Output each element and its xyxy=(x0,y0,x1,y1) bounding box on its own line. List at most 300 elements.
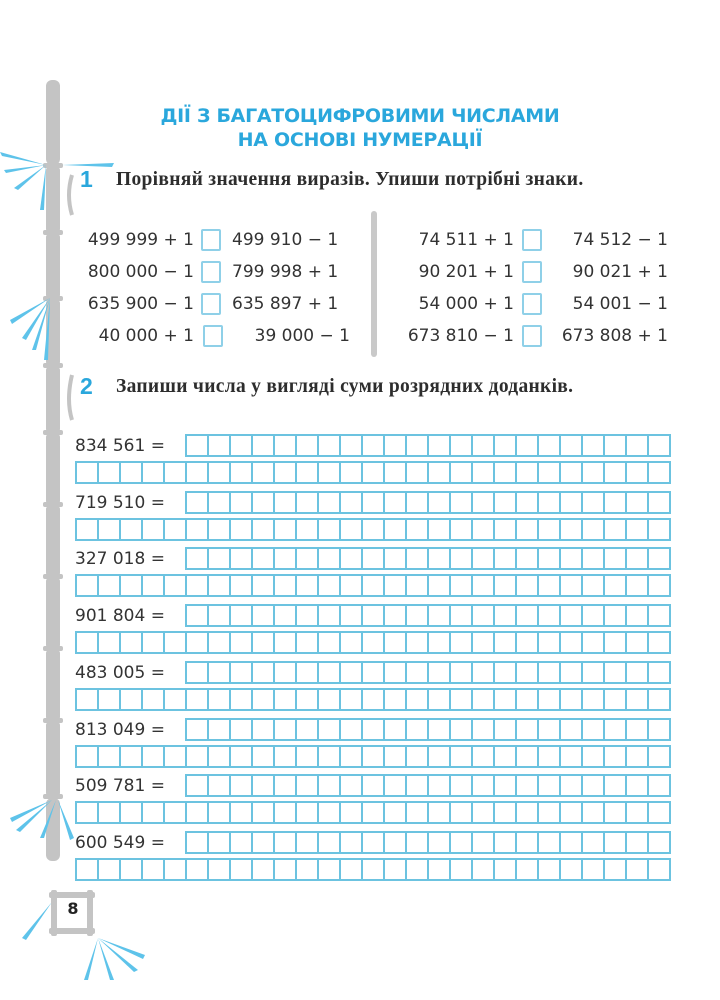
grid-cell[interactable] xyxy=(407,720,429,739)
grid-cell[interactable] xyxy=(231,606,253,625)
grid-cell[interactable] xyxy=(253,549,275,568)
grid-cell[interactable] xyxy=(649,606,669,625)
grid-cell[interactable] xyxy=(429,576,451,595)
grid-cell[interactable] xyxy=(275,520,297,539)
grid-cell[interactable] xyxy=(495,776,517,795)
grid-cell[interactable] xyxy=(319,747,341,766)
grid-cell[interactable] xyxy=(231,860,253,879)
grid-cell[interactable] xyxy=(209,606,231,625)
grid-cell[interactable] xyxy=(451,436,473,455)
grid-cell[interactable] xyxy=(539,436,561,455)
grid-cell[interactable] xyxy=(583,803,605,822)
grid-cell[interactable] xyxy=(583,776,605,795)
grid-cell[interactable] xyxy=(495,803,517,822)
comparison-sign-box[interactable] xyxy=(522,261,542,283)
grid-cell[interactable] xyxy=(275,720,297,739)
grid-cell[interactable] xyxy=(583,463,605,482)
comparison-sign-box[interactable] xyxy=(522,229,542,251)
grid-cell[interactable] xyxy=(253,803,275,822)
grid-cell[interactable] xyxy=(253,463,275,482)
grid-cell[interactable] xyxy=(385,436,407,455)
grid-cell[interactable] xyxy=(605,633,627,652)
grid-cell[interactable] xyxy=(363,576,385,595)
grid-cell[interactable] xyxy=(165,633,187,652)
grid-cell[interactable] xyxy=(187,663,209,682)
grid-cell[interactable] xyxy=(77,520,99,539)
grid-cell[interactable] xyxy=(649,663,669,682)
grid-cell[interactable] xyxy=(649,720,669,739)
grid-cell[interactable] xyxy=(539,606,561,625)
grid-cell[interactable] xyxy=(253,520,275,539)
grid-cell[interactable] xyxy=(319,803,341,822)
grid-cell[interactable] xyxy=(605,690,627,709)
grid-cell[interactable] xyxy=(121,690,143,709)
grid-cell[interactable] xyxy=(187,720,209,739)
grid-cell[interactable] xyxy=(495,549,517,568)
grid-cell[interactable] xyxy=(429,463,451,482)
answer-grid-row-1[interactable] xyxy=(185,718,671,741)
grid-cell[interactable] xyxy=(253,720,275,739)
grid-cell[interactable] xyxy=(451,747,473,766)
grid-cell[interactable] xyxy=(341,720,363,739)
answer-grid-row-2[interactable] xyxy=(75,745,671,768)
grid-cell[interactable] xyxy=(517,690,539,709)
grid-cell[interactable] xyxy=(407,493,429,512)
grid-cell[interactable] xyxy=(627,776,649,795)
grid-cell[interactable] xyxy=(561,520,583,539)
grid-cell[interactable] xyxy=(539,576,561,595)
grid-cell[interactable] xyxy=(385,833,407,852)
grid-cell[interactable] xyxy=(231,776,253,795)
grid-cell[interactable] xyxy=(627,463,649,482)
grid-cell[interactable] xyxy=(363,803,385,822)
grid-cell[interactable] xyxy=(209,690,231,709)
grid-cell[interactable] xyxy=(451,576,473,595)
grid-cell[interactable] xyxy=(495,576,517,595)
grid-cell[interactable] xyxy=(231,549,253,568)
grid-cell[interactable] xyxy=(429,690,451,709)
grid-cell[interactable] xyxy=(473,463,495,482)
grid-cell[interactable] xyxy=(187,520,209,539)
grid-cell[interactable] xyxy=(605,493,627,512)
grid-cell[interactable] xyxy=(473,576,495,595)
grid-cell[interactable] xyxy=(275,833,297,852)
grid-cell[interactable] xyxy=(605,803,627,822)
grid-cell[interactable] xyxy=(143,520,165,539)
grid-cell[interactable] xyxy=(561,776,583,795)
grid-cell[interactable] xyxy=(583,747,605,766)
grid-cell[interactable] xyxy=(187,633,209,652)
grid-cell[interactable] xyxy=(187,606,209,625)
grid-cell[interactable] xyxy=(429,833,451,852)
grid-cell[interactable] xyxy=(429,520,451,539)
grid-cell[interactable] xyxy=(121,520,143,539)
grid-cell[interactable] xyxy=(253,690,275,709)
grid-cell[interactable] xyxy=(539,463,561,482)
grid-cell[interactable] xyxy=(187,833,209,852)
grid-cell[interactable] xyxy=(407,463,429,482)
grid-cell[interactable] xyxy=(253,436,275,455)
grid-cell[interactable] xyxy=(297,663,319,682)
grid-cell[interactable] xyxy=(275,663,297,682)
answer-grid-row-1[interactable] xyxy=(185,661,671,684)
grid-cell[interactable] xyxy=(561,690,583,709)
grid-cell[interactable] xyxy=(253,776,275,795)
grid-cell[interactable] xyxy=(627,663,649,682)
grid-cell[interactable] xyxy=(539,720,561,739)
grid-cell[interactable] xyxy=(605,833,627,852)
grid-cell[interactable] xyxy=(429,860,451,879)
grid-cell[interactable] xyxy=(319,833,341,852)
grid-cell[interactable] xyxy=(99,690,121,709)
grid-cell[interactable] xyxy=(385,463,407,482)
grid-cell[interactable] xyxy=(407,833,429,852)
grid-cell[interactable] xyxy=(363,463,385,482)
grid-cell[interactable] xyxy=(429,633,451,652)
grid-cell[interactable] xyxy=(341,549,363,568)
grid-cell[interactable] xyxy=(451,690,473,709)
grid-cell[interactable] xyxy=(539,776,561,795)
grid-cell[interactable] xyxy=(121,747,143,766)
grid-cell[interactable] xyxy=(583,663,605,682)
grid-cell[interactable] xyxy=(385,606,407,625)
grid-cell[interactable] xyxy=(583,606,605,625)
grid-cell[interactable] xyxy=(143,463,165,482)
grid-cell[interactable] xyxy=(407,803,429,822)
grid-cell[interactable] xyxy=(495,606,517,625)
grid-cell[interactable] xyxy=(363,690,385,709)
grid-cell[interactable] xyxy=(649,803,669,822)
grid-cell[interactable] xyxy=(495,493,517,512)
grid-cell[interactable] xyxy=(253,576,275,595)
grid-cell[interactable] xyxy=(341,493,363,512)
grid-cell[interactable] xyxy=(363,720,385,739)
grid-cell[interactable] xyxy=(561,747,583,766)
grid-cell[interactable] xyxy=(253,747,275,766)
grid-cell[interactable] xyxy=(187,493,209,512)
grid-cell[interactable] xyxy=(385,860,407,879)
grid-cell[interactable] xyxy=(275,463,297,482)
grid-cell[interactable] xyxy=(539,860,561,879)
grid-cell[interactable] xyxy=(539,549,561,568)
grid-cell[interactable] xyxy=(297,436,319,455)
grid-cell[interactable] xyxy=(319,493,341,512)
grid-cell[interactable] xyxy=(99,860,121,879)
grid-cell[interactable] xyxy=(121,463,143,482)
grid-cell[interactable] xyxy=(275,493,297,512)
grid-cell[interactable] xyxy=(649,833,669,852)
grid-cell[interactable] xyxy=(121,860,143,879)
grid-cell[interactable] xyxy=(341,633,363,652)
grid-cell[interactable] xyxy=(77,803,99,822)
grid-cell[interactable] xyxy=(363,633,385,652)
grid-cell[interactable] xyxy=(473,720,495,739)
grid-cell[interactable] xyxy=(649,776,669,795)
grid-cell[interactable] xyxy=(473,690,495,709)
comparison-sign-box[interactable] xyxy=(522,293,542,315)
grid-cell[interactable] xyxy=(231,463,253,482)
comparison-sign-box[interactable] xyxy=(522,325,542,347)
grid-cell[interactable] xyxy=(209,720,231,739)
grid-cell[interactable] xyxy=(187,549,209,568)
grid-cell[interactable] xyxy=(561,463,583,482)
grid-cell[interactable] xyxy=(473,747,495,766)
grid-cell[interactable] xyxy=(407,549,429,568)
grid-cell[interactable] xyxy=(165,860,187,879)
grid-cell[interactable] xyxy=(165,463,187,482)
grid-cell[interactable] xyxy=(517,720,539,739)
answer-grid-row-1[interactable] xyxy=(185,774,671,797)
grid-cell[interactable] xyxy=(209,493,231,512)
grid-cell[interactable] xyxy=(275,549,297,568)
grid-cell[interactable] xyxy=(253,663,275,682)
grid-cell[interactable] xyxy=(583,860,605,879)
grid-cell[interactable] xyxy=(605,549,627,568)
grid-cell[interactable] xyxy=(627,576,649,595)
grid-cell[interactable] xyxy=(209,549,231,568)
grid-cell[interactable] xyxy=(99,463,121,482)
grid-cell[interactable] xyxy=(297,463,319,482)
grid-cell[interactable] xyxy=(517,747,539,766)
grid-cell[interactable] xyxy=(297,633,319,652)
grid-cell[interactable] xyxy=(275,747,297,766)
grid-cell[interactable] xyxy=(561,493,583,512)
grid-cell[interactable] xyxy=(583,436,605,455)
grid-cell[interactable] xyxy=(429,720,451,739)
answer-grid-row-2[interactable] xyxy=(75,801,671,824)
grid-cell[interactable] xyxy=(99,520,121,539)
grid-cell[interactable] xyxy=(209,860,231,879)
grid-cell[interactable] xyxy=(451,463,473,482)
grid-cell[interactable] xyxy=(341,803,363,822)
grid-cell[interactable] xyxy=(517,633,539,652)
grid-cell[interactable] xyxy=(209,520,231,539)
grid-cell[interactable] xyxy=(605,463,627,482)
answer-grid-row-1[interactable] xyxy=(185,831,671,854)
grid-cell[interactable] xyxy=(517,860,539,879)
grid-cell[interactable] xyxy=(275,803,297,822)
grid-cell[interactable] xyxy=(363,860,385,879)
grid-cell[interactable] xyxy=(341,463,363,482)
grid-cell[interactable] xyxy=(561,720,583,739)
grid-cell[interactable] xyxy=(605,436,627,455)
grid-cell[interactable] xyxy=(231,690,253,709)
grid-cell[interactable] xyxy=(143,860,165,879)
grid-cell[interactable] xyxy=(319,633,341,652)
grid-cell[interactable] xyxy=(319,436,341,455)
grid-cell[interactable] xyxy=(319,549,341,568)
grid-cell[interactable] xyxy=(231,633,253,652)
grid-cell[interactable] xyxy=(429,803,451,822)
grid-cell[interactable] xyxy=(495,520,517,539)
grid-cell[interactable] xyxy=(451,803,473,822)
grid-cell[interactable] xyxy=(341,833,363,852)
comparison-sign-box[interactable] xyxy=(201,261,221,283)
grid-cell[interactable] xyxy=(429,606,451,625)
grid-cell[interactable] xyxy=(627,520,649,539)
grid-cell[interactable] xyxy=(473,860,495,879)
grid-cell[interactable] xyxy=(561,663,583,682)
grid-cell[interactable] xyxy=(451,549,473,568)
grid-cell[interactable] xyxy=(341,606,363,625)
grid-cell[interactable] xyxy=(517,803,539,822)
answer-grid-row-1[interactable] xyxy=(185,547,671,570)
grid-cell[interactable] xyxy=(649,520,669,539)
answer-grid-row-2[interactable] xyxy=(75,518,671,541)
grid-cell[interactable] xyxy=(649,576,669,595)
grid-cell[interactable] xyxy=(209,463,231,482)
grid-cell[interactable] xyxy=(77,747,99,766)
grid-cell[interactable] xyxy=(649,860,669,879)
grid-cell[interactable] xyxy=(385,633,407,652)
grid-cell[interactable] xyxy=(99,747,121,766)
answer-grid-row-1[interactable] xyxy=(185,604,671,627)
grid-cell[interactable] xyxy=(451,493,473,512)
grid-cell[interactable] xyxy=(319,776,341,795)
grid-cell[interactable] xyxy=(187,747,209,766)
grid-cell[interactable] xyxy=(407,520,429,539)
answer-grid-row-2[interactable] xyxy=(75,574,671,597)
grid-cell[interactable] xyxy=(319,860,341,879)
grid-cell[interactable] xyxy=(517,493,539,512)
grid-cell[interactable] xyxy=(341,520,363,539)
grid-cell[interactable] xyxy=(451,633,473,652)
grid-cell[interactable] xyxy=(539,833,561,852)
grid-cell[interactable] xyxy=(363,833,385,852)
grid-cell[interactable] xyxy=(231,803,253,822)
grid-cell[interactable] xyxy=(143,803,165,822)
grid-cell[interactable] xyxy=(495,463,517,482)
answer-grid-row-2[interactable] xyxy=(75,688,671,711)
grid-cell[interactable] xyxy=(517,606,539,625)
grid-cell[interactable] xyxy=(297,520,319,539)
grid-cell[interactable] xyxy=(187,776,209,795)
grid-cell[interactable] xyxy=(561,803,583,822)
grid-cell[interactable] xyxy=(99,803,121,822)
grid-cell[interactable] xyxy=(495,633,517,652)
grid-cell[interactable] xyxy=(319,606,341,625)
grid-cell[interactable] xyxy=(473,520,495,539)
grid-cell[interactable] xyxy=(363,436,385,455)
grid-cell[interactable] xyxy=(451,520,473,539)
grid-cell[interactable] xyxy=(605,606,627,625)
grid-cell[interactable] xyxy=(385,576,407,595)
grid-cell[interactable] xyxy=(517,663,539,682)
grid-cell[interactable] xyxy=(627,690,649,709)
grid-cell[interactable] xyxy=(187,436,209,455)
grid-cell[interactable] xyxy=(627,633,649,652)
grid-cell[interactable] xyxy=(319,663,341,682)
grid-cell[interactable] xyxy=(605,520,627,539)
grid-cell[interactable] xyxy=(649,493,669,512)
grid-cell[interactable] xyxy=(209,776,231,795)
grid-cell[interactable] xyxy=(121,633,143,652)
grid-cell[interactable] xyxy=(385,776,407,795)
grid-cell[interactable] xyxy=(561,549,583,568)
grid-cell[interactable] xyxy=(473,803,495,822)
grid-cell[interactable] xyxy=(627,493,649,512)
grid-cell[interactable] xyxy=(385,720,407,739)
grid-cell[interactable] xyxy=(187,803,209,822)
grid-cell[interactable] xyxy=(561,436,583,455)
grid-cell[interactable] xyxy=(275,436,297,455)
grid-cell[interactable] xyxy=(341,747,363,766)
grid-cell[interactable] xyxy=(385,520,407,539)
grid-cell[interactable] xyxy=(341,860,363,879)
grid-cell[interactable] xyxy=(209,436,231,455)
grid-cell[interactable] xyxy=(319,463,341,482)
grid-cell[interactable] xyxy=(451,776,473,795)
grid-cell[interactable] xyxy=(143,690,165,709)
grid-cell[interactable] xyxy=(363,520,385,539)
grid-cell[interactable] xyxy=(143,747,165,766)
grid-cell[interactable] xyxy=(385,549,407,568)
grid-cell[interactable] xyxy=(627,436,649,455)
grid-cell[interactable] xyxy=(583,720,605,739)
grid-cell[interactable] xyxy=(429,493,451,512)
grid-cell[interactable] xyxy=(429,549,451,568)
grid-cell[interactable] xyxy=(165,576,187,595)
grid-cell[interactable] xyxy=(583,520,605,539)
grid-cell[interactable] xyxy=(605,663,627,682)
grid-cell[interactable] xyxy=(583,549,605,568)
grid-cell[interactable] xyxy=(77,576,99,595)
grid-cell[interactable] xyxy=(517,576,539,595)
grid-cell[interactable] xyxy=(187,463,209,482)
grid-cell[interactable] xyxy=(77,860,99,879)
grid-cell[interactable] xyxy=(649,747,669,766)
grid-cell[interactable] xyxy=(297,549,319,568)
grid-cell[interactable] xyxy=(605,720,627,739)
grid-cell[interactable] xyxy=(165,747,187,766)
grid-cell[interactable] xyxy=(473,493,495,512)
grid-cell[interactable] xyxy=(77,633,99,652)
grid-cell[interactable] xyxy=(451,720,473,739)
grid-cell[interactable] xyxy=(605,776,627,795)
grid-cell[interactable] xyxy=(495,860,517,879)
grid-cell[interactable] xyxy=(143,576,165,595)
grid-cell[interactable] xyxy=(187,690,209,709)
grid-cell[interactable] xyxy=(209,576,231,595)
answer-grid-row-2[interactable] xyxy=(75,631,671,654)
grid-cell[interactable] xyxy=(539,520,561,539)
grid-cell[interactable] xyxy=(341,576,363,595)
grid-cell[interactable] xyxy=(539,803,561,822)
grid-cell[interactable] xyxy=(583,576,605,595)
grid-cell[interactable] xyxy=(187,576,209,595)
grid-cell[interactable] xyxy=(561,606,583,625)
grid-cell[interactable] xyxy=(275,690,297,709)
grid-cell[interactable] xyxy=(363,776,385,795)
grid-cell[interactable] xyxy=(297,720,319,739)
grid-cell[interactable] xyxy=(473,776,495,795)
grid-cell[interactable] xyxy=(297,833,319,852)
grid-cell[interactable] xyxy=(319,690,341,709)
grid-cell[interactable] xyxy=(121,576,143,595)
grid-cell[interactable] xyxy=(605,747,627,766)
grid-cell[interactable] xyxy=(451,663,473,682)
grid-cell[interactable] xyxy=(407,776,429,795)
grid-cell[interactable] xyxy=(253,860,275,879)
grid-cell[interactable] xyxy=(495,690,517,709)
grid-cell[interactable] xyxy=(627,803,649,822)
grid-cell[interactable] xyxy=(275,776,297,795)
grid-cell[interactable] xyxy=(231,663,253,682)
grid-cell[interactable] xyxy=(297,860,319,879)
grid-cell[interactable] xyxy=(253,833,275,852)
grid-cell[interactable] xyxy=(407,747,429,766)
grid-cell[interactable] xyxy=(539,493,561,512)
